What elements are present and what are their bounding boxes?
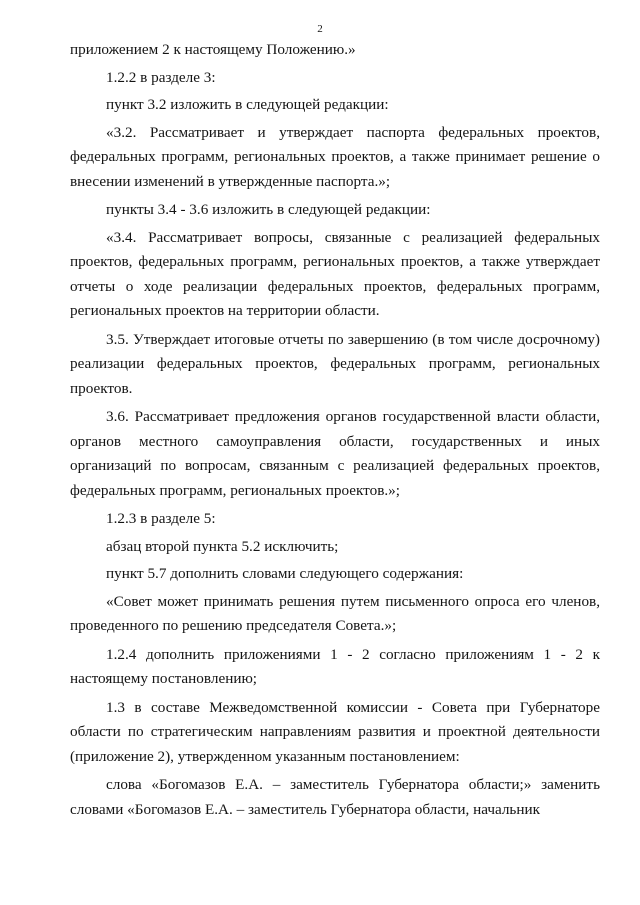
paragraph-item-3-2-intro: пункт 3.2 изложить в следующей редакции: xyxy=(106,96,389,113)
paragraph-item-3-6: 3.6. Рассматривает предложения органов государственной власти области, органов местного самоуправления области, государственных и иных организаций по вопросам, связанным с реализацией федеральных проектов, федеральных программ, региональных проектов.»; xyxy=(70,408,600,499)
paragraph-item-5-7: «Совет может принимать решения путем письменного опроса его членов, проведенного по решению председателя Совета.»; xyxy=(70,592,600,634)
paragraph-1-3: 1.3 в составе Межведомственной комиссии - Совета при Губернаторе области по стратегическим направлениям развития и проектной деятельности (приложение 2), утвержденном указанным постановлением: xyxy=(70,698,600,765)
page-number: 2 xyxy=(317,23,323,35)
paragraph-1-2-3: 1.2.3 в разделе 5: xyxy=(106,510,216,527)
paragraph-1-2-4: 1.2.4 дополнить приложениями 1 - 2 согласно приложениям 1 - 2 к настоящему постановлению; xyxy=(70,645,600,687)
paragraph-replace-words: слова «Богомазов Е.А. – заместитель Губернатора области;» заменить словами «Богомазов Е.А. – заместитель Губернатора области, начальник xyxy=(70,776,600,818)
paragraph-1-2-2: 1.2.2 в разделе 3: xyxy=(106,68,216,86)
paragraph-item-5-2: абзац второй пункта 5.2 исключить; xyxy=(106,537,339,555)
document-body xyxy=(70,38,600,826)
paragraph-continuation: приложением 2 к настоящему Положению.» xyxy=(70,41,356,58)
paragraph-items-3-4-3-6-intro: пункты 3.4 - 3.6 изложить в следующей редакции: xyxy=(106,201,431,218)
paragraph-item-3-4: «3.4. Рассматривает вопросы, связанные с реализацией федеральных проектов, федеральных программ, региональных проектов, а также утверждает отчеты о ходе реализации федеральных проектов, федеральных программ, региональных проектов на территории области. xyxy=(70,228,600,319)
paragraph-item-5-7-intro: пункт 5.7 дополнить словами следующего содержания: xyxy=(106,565,464,582)
paragraph-item-3-2: «3.2. Рассматривает и утверждает паспорта федеральных проектов, федеральных программ, региональных проектов, а также принимает решение о внесении изменений в утвержденные паспорта.»; xyxy=(70,123,600,190)
paragraph-item-3-5: 3.5. Утверждает итоговые отчеты по завершению (в том числе досрочному) реализации федеральных проектов, федеральных программ, региональных проектов. xyxy=(70,330,600,397)
